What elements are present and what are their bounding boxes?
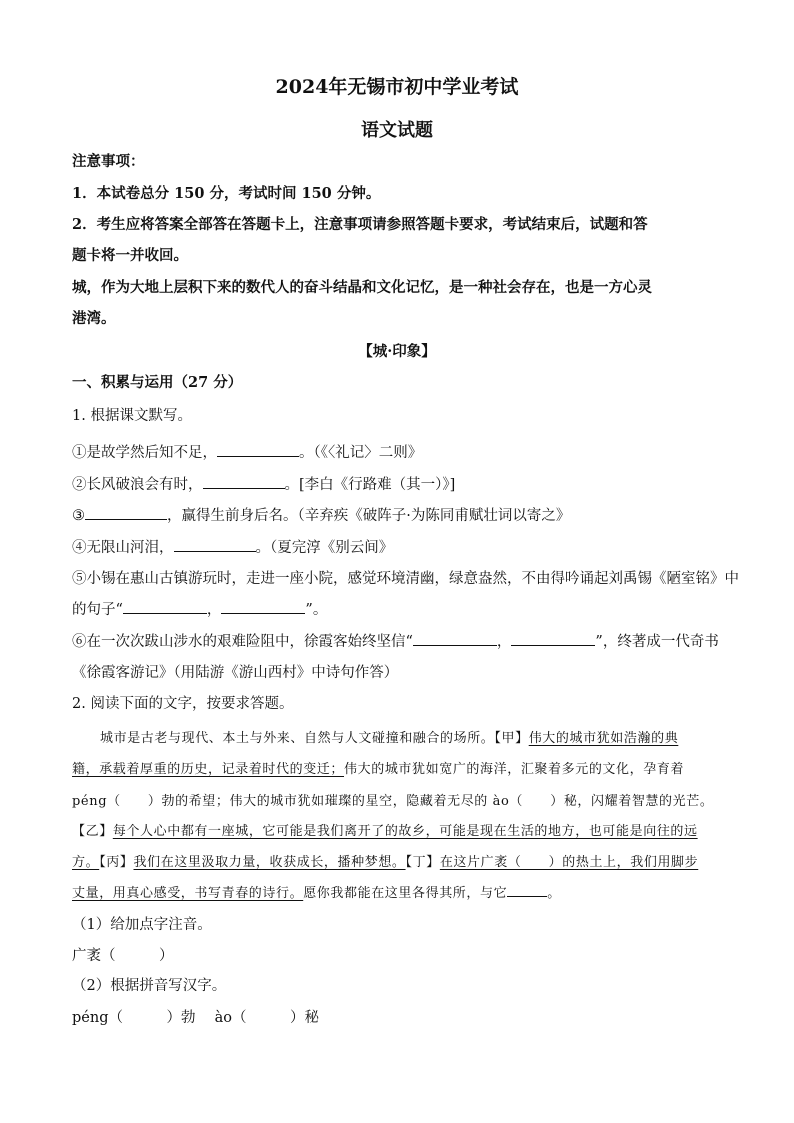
q1-item-2-text: ②长风破浪会有时， — [72, 477, 203, 493]
q1-item-1-source: 。（《〈礼记〉二则》 — [299, 445, 423, 461]
notes-item-1: 1．本试卷总分 150 分，考试时间 150 分钟。 — [72, 185, 381, 202]
notes-item-2-cont: 题卡将一并收回。 — [72, 247, 188, 264]
underlined-sentence-yi-cont: 方。 — [72, 855, 100, 870]
q1-item-2-source: 。[李白《行路难（其一）》] — [284, 477, 456, 493]
marker-ding: 【丁】 — [405, 855, 440, 870]
q1-item-2 — [72, 473, 455, 494]
q1-item-5: ⑤小锡在惠山古镇游玩时，走进一座小院，感觉环境清幽，绿意盎然，不由得吟诵起刘禹锡《陋室铭》中 — [72, 571, 739, 587]
section-marker: 【城·印象】 — [358, 343, 436, 360]
q2-prompt: 2. 阅读下面的文字，按要求答题。 — [72, 696, 294, 712]
passage-line-5 — [72, 851, 698, 870]
exam-subtitle: 语文试题 — [361, 120, 433, 141]
passage-line-2 — [72, 758, 684, 777]
answer-blank[interactable] — [221, 613, 305, 614]
passage-line-6 — [72, 882, 561, 901]
marker-bing: 【丙】 — [99, 855, 134, 870]
q1-item-3-source: ，赢得生前身后名。（辛弃疾《破阵子·为陈同甫赋壮词以寄之》 — [167, 508, 571, 524]
notes-heading: 注意事项： — [72, 153, 145, 170]
passage-line-1 — [100, 727, 678, 746]
answer-blank[interactable] — [511, 645, 595, 646]
intro-text: 城，作为大地上层积下来的数代人的奋斗结晶和文化记忆，是一种社会存在，也是一方心灵 — [72, 279, 652, 296]
marker-yi: 【乙】 — [72, 824, 113, 839]
underlined-sentence-ding: 在这片广袤（ ）的热土上，我们用脚步 — [439, 855, 699, 870]
q1-item-4-source: 。（夏完淳《别云间》 — [255, 540, 394, 556]
part-one-heading: 一、积累与运用（27 分） — [72, 374, 243, 391]
q2-sub2-answer: péng（ ）勃 ào（ ）秘 — [72, 1010, 319, 1026]
q2-sub1-prompt: （1）给加点字注音。 — [72, 917, 212, 933]
comma: ， — [496, 634, 512, 650]
answer-blank[interactable] — [123, 613, 207, 614]
notes-item-2: 2．考生应将答案全部答在答题卡上，注意事项请参照答题卡要求，考试结束后，试题和答 — [72, 216, 648, 233]
q1-item-6-text: ⑥在一次次跋山涉水的艰难险阻中，徐霞客始终坚信“ — [72, 634, 413, 650]
q1-item-3 — [72, 504, 570, 525]
q1-item-6-tail: ”，终著成一代奇书 — [595, 634, 719, 650]
q1-item-6-cont: 《徐霞客游记》（用陆游《游山西村》中诗句作答） — [72, 665, 399, 681]
passage-text: 伟大的城市犹如宽广的海洋，汇聚着多元的文化，孕育着 — [344, 762, 685, 777]
exam-title: 2024年无锡市初中学业考试 — [275, 76, 519, 98]
passage-line-4 — [72, 820, 698, 839]
q2-sub2-prompt: （2）根据拼音写汉字。 — [72, 978, 227, 994]
q1-item-5-text: 的句子“ — [72, 602, 123, 618]
quote-end: ”。 — [305, 602, 328, 618]
underlined-sentence-jia-cont: 籍，承载着厚重的历史，记录着时代的变迁； — [72, 762, 345, 777]
answer-blank[interactable] — [413, 645, 497, 646]
answer-blank[interactable] — [203, 488, 285, 489]
q1-item-3-text: ③ — [72, 508, 85, 524]
q1-item-4 — [72, 536, 393, 557]
passage-text: 愿你我都能在这里各得其所，与它 — [303, 886, 508, 901]
comma: ， — [206, 602, 222, 618]
answer-blank[interactable] — [174, 551, 256, 552]
q1-item-6 — [72, 630, 719, 651]
intro-text-cont: 港湾。 — [72, 310, 116, 327]
answer-blank[interactable] — [507, 896, 547, 897]
q1-prompt: 1. 根据课文默写。 — [72, 408, 192, 424]
q1-item-1 — [72, 441, 422, 462]
q1-item-4-text: ④无限山河泪， — [72, 540, 174, 556]
q2-sub1-answer: 广袤（ ） — [72, 948, 174, 964]
passage-text: 城市是古老与现代、本土与外来、自然与人文碰撞和融合的场所。【甲】 — [100, 731, 529, 746]
underlined-sentence-bing: 我们在这里汲取力量，收获成长，播种梦想。 — [133, 855, 406, 870]
answer-blank[interactable] — [217, 456, 299, 457]
underlined-sentence-yi: 每个人心中都有一座城，它可能是我们离开了的故乡，可能是现在生活的地方，也可能是向往的远 — [112, 824, 698, 839]
q1-item-5-cont — [72, 598, 327, 619]
q1-item-1-text: ①是故学然后知不足， — [72, 445, 217, 461]
underlined-sentence-ding-cont: 丈量，用真心感受，书写青春的诗行。 — [72, 886, 304, 901]
answer-blank[interactable] — [85, 519, 167, 520]
underlined-sentence-jia: 伟大的城市犹如浩瀚的典 — [528, 731, 679, 746]
period: 。 — [547, 886, 561, 901]
passage-line-3: péng（ ）勃的希望；伟大的城市犹如璀璨的星空，隐藏着无尽的 ào（ ）秘，闪耀着智慧的光芒。 — [72, 794, 714, 809]
